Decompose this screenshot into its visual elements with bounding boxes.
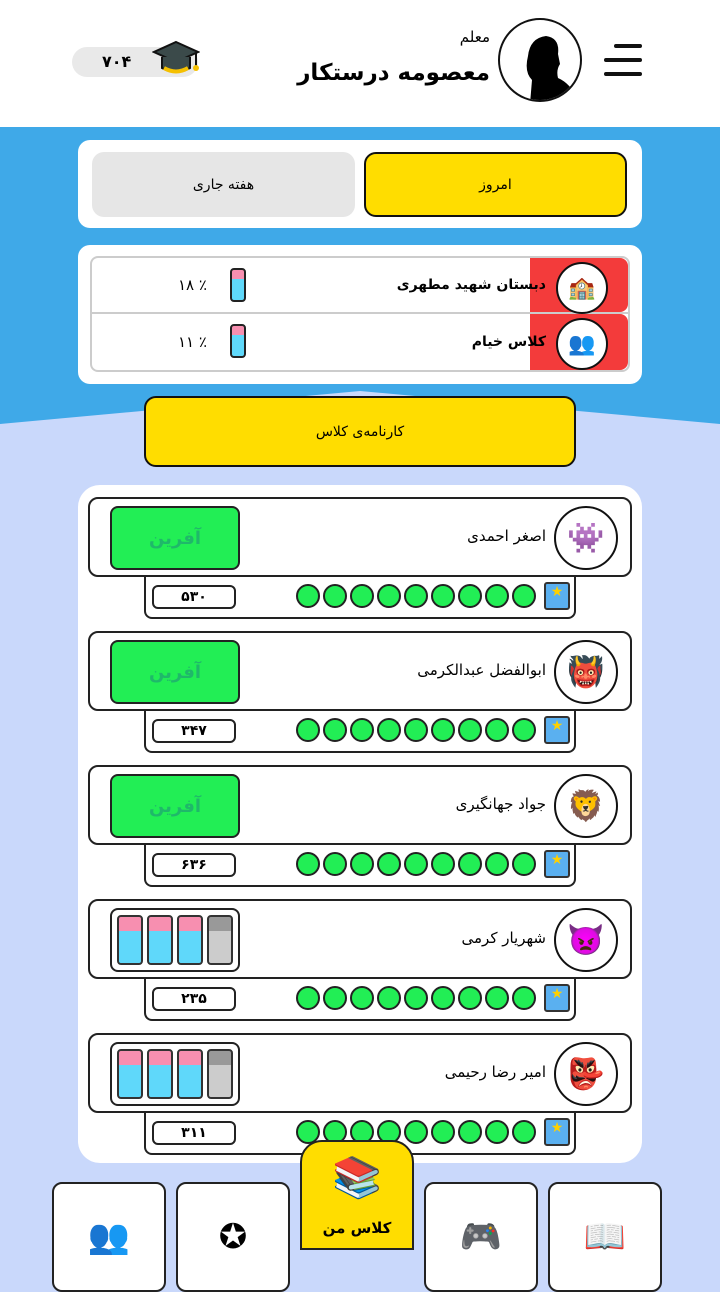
book-idea-icon: 📖 [583,1217,627,1257]
progress-dot [377,718,401,742]
student-avatar: 👿 [554,908,618,972]
school-building-icon: 🏫 [556,262,608,314]
progress-dot [485,584,509,608]
gamepad-icon: 🎮 [459,1217,503,1257]
progress-dot [296,986,320,1010]
praise-badge [110,774,240,838]
student-avatar: 🦁 [554,774,618,838]
progress-dot [485,986,509,1010]
progress-dot [377,852,401,876]
progress-dots [296,986,536,1010]
student-score: ۳۱۱ [152,1121,236,1145]
students-icon: 👥 [87,1217,131,1257]
praise-label: آفرین [148,527,202,549]
student-name: ابوالفضل عبدالکرمی [417,661,546,679]
student-progress [144,711,576,753]
progress-dot [296,852,320,876]
battery-icon [117,915,143,965]
teacher-avatar[interactable] [498,18,582,102]
tab-week[interactable]: هفته جاری [92,152,355,217]
praise-label: آفرین [148,661,202,683]
progress-dot [431,718,455,742]
nav-games[interactable] [424,1182,538,1292]
progress-dot [512,852,536,876]
student-name: اصغر احمدی [467,527,546,545]
student-progress [144,577,576,619]
nav-learning[interactable] [548,1182,662,1292]
teacher-role: معلم [459,28,490,46]
student-progress [144,845,576,887]
student-avatar: 👺 [554,1042,618,1106]
praise-label: آفرین [148,795,202,817]
star-medal-icon: ✪ [218,1217,248,1257]
progress-dot [323,718,347,742]
nav-my-class[interactable] [300,1140,414,1250]
student-name: امیر رضا رحیمی [444,1063,546,1081]
battery-icon [117,1049,143,1099]
tab-today[interactable]: امروز [364,152,627,217]
school-name: دبستان شهید مطهری [396,277,546,293]
student-score: ۶۳۶ [152,853,236,877]
battery-icon [207,1049,233,1099]
student-row [88,1033,632,1113]
progress-dot [512,986,536,1010]
progress-dot [404,1120,428,1144]
students-panel [78,485,642,1163]
nav-awards[interactable] [176,1182,290,1292]
progress-dot [350,986,374,1010]
praise-badge [110,506,240,570]
app-header [0,0,720,127]
student-card[interactable] [88,1033,632,1155]
student-name: جواد جهانگیری [455,795,546,813]
period-tabs [78,140,642,228]
stars-icon: ★ [544,716,570,744]
student-row [88,899,632,979]
school-percent: ۱۸ ٪ [178,276,207,294]
progress-dot [431,852,455,876]
class-report-button[interactable]: کارنامه‌ی کلاس [144,396,576,467]
student-score: ۲۳۵ [152,987,236,1011]
progress-dot [350,852,374,876]
progress-dot [377,986,401,1010]
teacher-name: معصومه درستکار [297,60,490,86]
progress-dot [485,852,509,876]
school-row[interactable] [90,256,630,314]
progress-dot [296,584,320,608]
progress-dots [296,584,536,608]
stars-icon: ★ [544,984,570,1012]
student-card[interactable] [88,765,632,887]
progress-dot [323,986,347,1010]
progress-dot [350,718,374,742]
progress-dot [458,852,482,876]
nav-students[interactable] [52,1182,166,1292]
progress-dot [485,718,509,742]
progress-dot [323,584,347,608]
student-avatar: 👾 [554,506,618,570]
progress-dot [458,986,482,1010]
progress-dot [404,584,428,608]
progress-dot [404,718,428,742]
progress-dot [458,1120,482,1144]
student-card[interactable] [88,631,632,753]
battery-icon [207,915,233,965]
schools-card [78,245,642,384]
progress-dot [404,852,428,876]
nav-my-class-label: کلاس من [322,1218,392,1237]
books-icon: 📚 [332,1154,382,1201]
student-avatar: 👹 [554,640,618,704]
progress-dot [431,1120,455,1144]
progress-dots [296,718,536,742]
student-progress [144,979,576,1021]
progress-dot [485,1120,509,1144]
battery-icon [230,268,246,302]
progress-dot [323,852,347,876]
progress-dot [512,584,536,608]
battery-icon [147,915,173,965]
student-score: ۵۳۰ [152,585,236,609]
student-row [88,631,632,711]
menu-icon[interactable] [604,44,642,76]
progress-dot [512,1120,536,1144]
progress-dot [458,584,482,608]
progress-dot [431,986,455,1010]
stars-icon: ★ [544,850,570,878]
progress-dot [404,986,428,1010]
progress-dots [296,852,536,876]
battery-badge [110,908,240,972]
coins-value: ۷۰۴ [102,52,132,71]
battery-icon [147,1049,173,1099]
stars-icon: ★ [544,582,570,610]
student-row [88,497,632,577]
praise-badge [110,640,240,704]
class-percent: ۱۱ ٪ [178,333,207,351]
battery-icon [177,915,203,965]
progress-dot [350,584,374,608]
progress-dot [431,584,455,608]
student-card[interactable] [88,497,632,619]
class-name: کلاس خیام [471,334,546,350]
battery-icon [177,1049,203,1099]
student-name: شهریار کرمی [461,929,546,947]
student-score: ۳۴۷ [152,719,236,743]
progress-dot [512,718,536,742]
battery-badge [110,1042,240,1106]
classroom-icon: 👥 [556,318,608,370]
class-row[interactable] [90,314,630,372]
battery-icon [230,324,246,358]
graduation-cap-icon [152,40,200,78]
progress-dot [458,718,482,742]
stars-icon: ★ [544,1118,570,1146]
progress-dot [377,584,401,608]
student-row [88,765,632,845]
progress-dot [296,718,320,742]
student-card[interactable] [88,899,632,1021]
